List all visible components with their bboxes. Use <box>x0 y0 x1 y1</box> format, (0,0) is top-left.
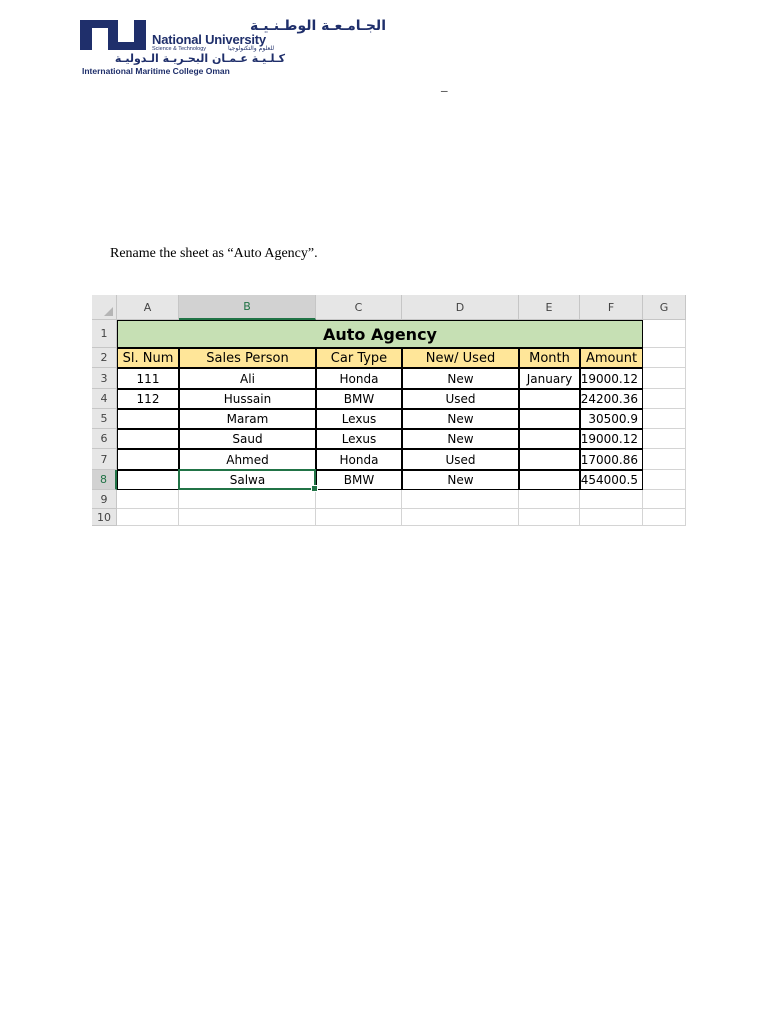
row-header-5[interactable]: 5 <box>92 409 117 429</box>
header-cell[interactable]: Sales Person <box>179 348 316 368</box>
data-cell[interactable]: Hussain <box>179 389 316 409</box>
data-cell[interactable]: Ahmed <box>179 449 316 470</box>
grid-cell[interactable] <box>643 449 686 470</box>
grid-cell[interactable] <box>117 509 179 526</box>
data-cell[interactable]: Salwa <box>179 470 316 490</box>
header-cell[interactable]: Month <box>519 348 580 368</box>
grid-cell[interactable] <box>643 490 686 509</box>
grid-cell[interactable] <box>117 490 179 509</box>
grid-cell[interactable] <box>402 509 519 526</box>
row-header-3[interactable]: 3 <box>92 368 117 389</box>
column-header-b[interactable]: B <box>179 295 316 320</box>
instruction-text: Rename the sheet as “Auto Agency”. <box>110 246 318 261</box>
row-header-8[interactable]: 8 <box>92 470 117 490</box>
header-cell[interactable]: Car Type <box>316 348 402 368</box>
grid-cell[interactable] <box>580 509 643 526</box>
grid-cell[interactable] <box>643 389 686 409</box>
row-header-2[interactable]: 2 <box>92 348 117 368</box>
table-title[interactable]: Auto Agency <box>117 320 643 348</box>
grid-cell[interactable] <box>643 368 686 389</box>
data-cell[interactable] <box>519 389 580 409</box>
data-cell[interactable]: 111 <box>117 368 179 389</box>
data-cell[interactable]: BMW <box>316 470 402 490</box>
data-cell[interactable]: 19000.12 <box>580 429 643 449</box>
data-cell[interactable]: 112 <box>117 389 179 409</box>
data-cell[interactable] <box>117 409 179 429</box>
data-cell[interactable]: Honda <box>316 368 402 389</box>
row-header-10[interactable]: 10 <box>92 509 117 526</box>
data-cell[interactable] <box>117 449 179 470</box>
data-cell[interactable] <box>519 470 580 490</box>
spreadsheet[interactable] <box>92 295 686 526</box>
grid-cell[interactable] <box>643 409 686 429</box>
data-cell[interactable] <box>117 470 179 490</box>
grid-cell[interactable] <box>316 490 402 509</box>
data-cell[interactable]: New <box>402 429 519 449</box>
row-header-9[interactable]: 9 <box>92 490 117 509</box>
grid-cell[interactable] <box>643 348 686 368</box>
data-cell[interactable]: Lexus <box>316 429 402 449</box>
row-header-6[interactable]: 6 <box>92 429 117 449</box>
row-header-4[interactable]: 4 <box>92 389 117 409</box>
data-cell[interactable]: New <box>402 409 519 429</box>
grid-cell[interactable] <box>402 490 519 509</box>
logo-arabic-name: الجـامـعـة الوطـنـيـة <box>250 18 386 34</box>
grid-cell[interactable] <box>519 509 580 526</box>
data-cell[interactable] <box>117 429 179 449</box>
select-all-corner[interactable] <box>92 295 117 320</box>
column-header-f[interactable]: F <box>580 295 643 320</box>
logo-subtitle-arabic: للعلوم والتكنولوجيا <box>228 45 275 52</box>
column-header-g[interactable]: G <box>643 295 686 320</box>
column-header-d[interactable]: D <box>402 295 519 320</box>
data-cell[interactable]: 30500.9 <box>580 409 643 429</box>
data-cell[interactable]: Saud <box>179 429 316 449</box>
data-cell[interactable]: Lexus <box>316 409 402 429</box>
logo-university-name: National University <box>152 32 266 47</box>
data-cell[interactable]: New <box>402 368 519 389</box>
grid-cell[interactable] <box>643 429 686 449</box>
data-cell[interactable] <box>519 409 580 429</box>
data-cell[interactable] <box>519 449 580 470</box>
grid-cell[interactable] <box>316 509 402 526</box>
data-cell[interactable]: BMW <box>316 389 402 409</box>
header-cell[interactable]: Sl. Num <box>117 348 179 368</box>
data-cell[interactable]: 17000.86 <box>580 449 643 470</box>
grid-cell[interactable] <box>643 470 686 490</box>
column-header-a[interactable]: A <box>117 295 179 320</box>
data-cell[interactable]: New <box>402 470 519 490</box>
header-cell[interactable]: Amount <box>580 348 643 368</box>
dash-mark: _ <box>441 78 448 93</box>
grid-cell[interactable] <box>643 320 686 348</box>
grid-cell[interactable] <box>643 509 686 526</box>
data-cell[interactable]: Maram <box>179 409 316 429</box>
header-cell[interactable]: New/ Used <box>402 348 519 368</box>
data-cell[interactable]: 454000.5 <box>580 470 643 490</box>
data-cell[interactable]: Used <box>402 449 519 470</box>
row-header-7[interactable]: 7 <box>92 449 117 470</box>
grid-cell[interactable] <box>519 490 580 509</box>
logo-college-name: International Maritime College Oman <box>82 66 230 76</box>
grid-cell[interactable] <box>179 509 316 526</box>
data-cell[interactable]: Used <box>402 389 519 409</box>
data-cell[interactable]: Honda <box>316 449 402 470</box>
logo-subtitle: Science & Technology <box>152 46 207 52</box>
data-cell[interactable]: Ali <box>179 368 316 389</box>
data-cell[interactable]: January <box>519 368 580 389</box>
logo-college-arabic: كـلـيـة عـمـان البحـريـة الـدوليـة <box>114 52 286 65</box>
university-logo <box>80 18 386 76</box>
logo-mark <box>80 20 146 50</box>
grid-cell[interactable] <box>580 490 643 509</box>
data-cell[interactable] <box>519 429 580 449</box>
column-header-e[interactable]: E <box>519 295 580 320</box>
grid-cell[interactable] <box>179 490 316 509</box>
data-cell[interactable]: 24200.36 <box>580 389 643 409</box>
data-cell[interactable]: 19000.12 <box>580 368 643 389</box>
row-header-1[interactable]: 1 <box>92 320 117 348</box>
column-header-c[interactable]: C <box>316 295 402 320</box>
